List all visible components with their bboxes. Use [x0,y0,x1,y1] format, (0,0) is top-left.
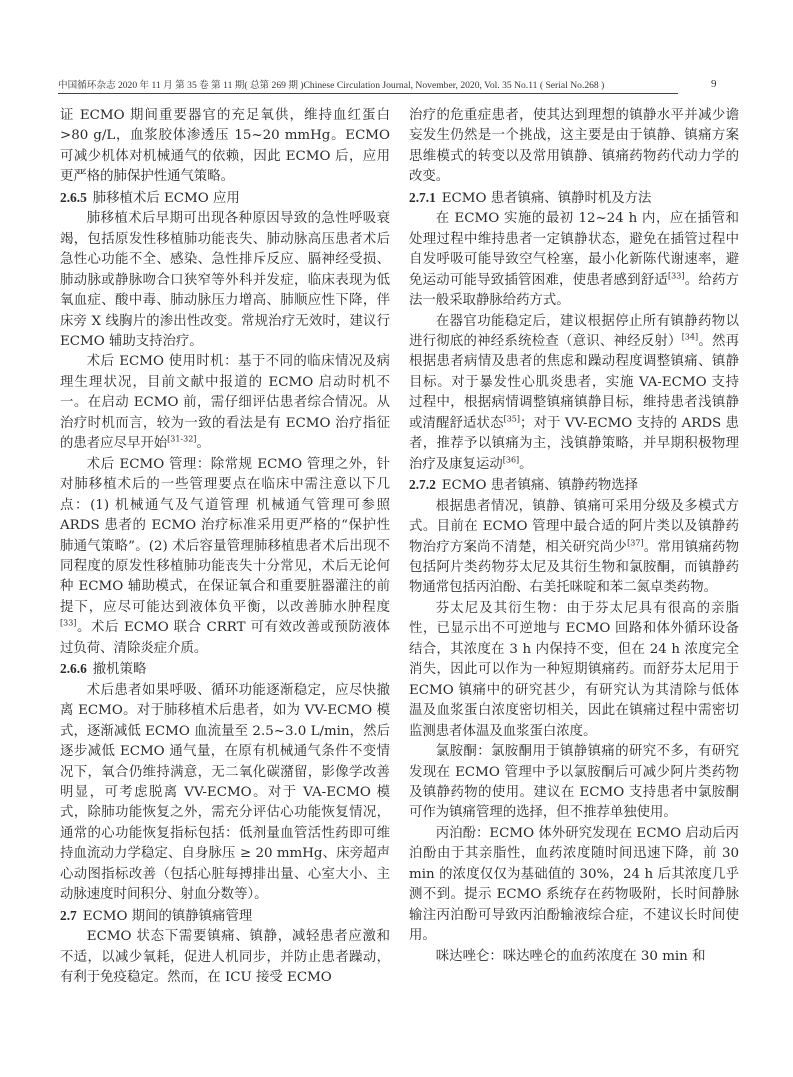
page-number: 9 [711,78,717,90]
citation-ref[interactable]: [31-32] [167,434,197,444]
paragraph: 术后患者如果呼吸、循环功能逐渐稳定，应尽快撤离 ECMO。对于肺移植术后患者，如为 VV-ECMO 模式，逐渐减低 ECMO 血流量至 2.5~3.0 L/min，然后逐步减低 ECMO 通气量，在原有机械通气条件不变情况下，氧合仍维持满意，无二氧化碳潴留，影像学改善明显，可考虑脱离 VV-ECMO。对于 VA-ECMO 模式，除肺功能恢复之外，需充分评估心功能恢复情况，通常的心功能恢复指标包括：低剂量血管活性药即可维持血流动力学稳定、自身脉压 ≥ 20 mmHg、床旁超声心动图指标改善（包括心脏每搏排出量、心室大小、主动脉速度时间积分、射血分数等）。 [60,682,390,903]
paragraph [409,209,739,311]
paragraph [409,497,739,599]
section-title: ECMO 期间的镇静镇痛管理 [82,908,253,924]
paragraph: 咪达唑仑：咪达唑仑的血药浓度在 30 min 和 [435,948,706,964]
section-heading-2-6-5 [60,188,390,209]
paragraph-text: 。常用镇痛药物包括阿片类药物芬太尼及其衍生物和氯胺酮，而镇静药物通常包括丙泊酚、右美托咪啶和苯二氮卓类药物。 [409,539,739,596]
paragraph: 芬太尼及其衍生物：由于芬太尼具有很高的亲脂性，已显示出不可逆地与 ECMO 回路和体外循环设备结合，其浓度在 3 h 内保持不变，但在 24 h 浓度完全消失，因此可以作为一种短期镇痛药。而舒芬太尼用于 ECMO 镇痛中的研究甚少，有研究认为其清除与低体温及血浆蛋白浓度密切相关，因此在镇痛过程中需密切监测患者体温及血浆蛋白浓度。 [409,600,739,739]
section-heading-2-7-1 [409,188,739,209]
paragraph-text: 根据患者情况，镇静、镇痛可采用分级及多模式方式。目前在 ECMO 管理中最合适的阿片类以及镇静药物治疗方案尚不清楚，相关研究尚少 [409,498,739,555]
citation-ref[interactable]: [34] [681,332,699,342]
section-heading-2-6-6 [60,659,390,680]
paragraph-text: 。给药方法一般采取静脉给药方式。 [409,272,740,309]
section-number: 2.6.6 [60,661,87,677]
paragraph: 证 ECMO 期间重要器官的充足氧供，维持血红蛋白 >80 g/L，血浆胶体渗透压 15~20 mmHg。ECMO 可减少机体对机械通气的依赖，因此 ECMO 后，应用更严格的肺保护性通气策略。 [60,108,390,185]
running-head: 中国循环杂志 2020 年 11 月 第 35 卷 第 11 期( 总第 269 期 )Chinese Circulation Journal, November, 2020, Vol. 35 No.11 ( Serial No.268 ) [58,80,678,94]
section-title: ECMO 患者镇痛、镇静药物选择 [441,478,639,494]
paragraph-text: 在器官功能稳定后，建议根据停止所有镇静药物以进行彻底的神经系统检查（意识、神经反射） [409,313,739,349]
citation-ref[interactable]: [36] [502,455,520,465]
section-number: 2.7.2 [409,477,436,493]
paragraph: 治疗的危重症患者，使其达到理想的镇静水平并减少谵妄发生仍然是一个挑战，这主要是由于镇静、镇痛方案思维模式的转变以及常用镇静、镇痛药物药代动力学的改变。 [409,108,739,185]
section-title: 肺移植术后 ECMO 应用 [92,190,240,206]
paragraph [60,455,390,660]
paragraph-text: 术后 ECMO 使用时机：基于不同的临床情况及病理生理状况，目前文献中报道的 ECMO 启动时机不一。在启动 ECMO 前，需仔细评估患者综合情况。从治疗时机而言，较为一致的看法是有 ECMO 治疗指征的患者应尽早开始 [60,354,390,452]
section-title: ECMO 患者镇痛、镇静时机及方法 [441,190,652,206]
right-column [409,106,739,967]
section-heading-2-7-2 [409,475,739,496]
paragraph-text: 。 [196,436,210,452]
paragraph: 丙泊酚：ECMO 体外研究发现在 ECMO 启动后丙泊酚由于其亲脂性，血药浓度随时间迅速下降，前 30 min 的浓度仅仅为基础值的 30%，24 h 后其浓度几乎测不到。提示 ECMO 系统存在药物吸附，长时间静脉输注丙泊酚可导致丙泊酚输液综合症，不建议长时间使用。 [409,825,739,944]
section-title: 撤机策略 [92,662,147,678]
paragraph: ECMO 状态下需要镇痛、镇静，减轻患者应激和不适，以减少氧耗，促进人机同步，并防止患者躁动，有利于免疫稳定。然而，在 ICU 接受 ECMO [60,929,390,986]
section-number: 2.6.5 [60,189,87,205]
section-number: 2.7.1 [409,189,436,205]
section-heading-2-7 [60,906,390,927]
citation-ref[interactable]: [33] [60,618,77,628]
paragraph: 氯胺酮：氯胺酮用于镇静镇痛的研究不多，有研究发现在 ECMO 管理中予以氯胺酮后可减少阿片类药物及镇静药物的使用。建议在 ECMO 支持患者中氯胺酮可作为镇痛管理的选择，但不推荐单独使用。 [409,744,739,821]
citation-ref[interactable]: [33] [668,271,685,281]
paragraph [409,312,739,476]
paragraph-text: ；对于 VV-ECMO 支持的 ARDS 患者，推荐予以镇痛为主，浅镇静策略，并早期积极物理治疗及康复运动 [409,415,739,472]
paragraph-text: 术后 ECMO 管理：除常规 ECMO 管理之外，针对肺移植术后的一些管理要点在临床中需注意以下几点：(1) 机械通气及气道管理 机械通气管理可参照 ARDS 患者的 ECMO 治疗标准采用更严格的“保护性肺通气策略”。(2) 术后容量管理肺移植患者术后出现不同程度的原发性移植肺功能丧失十分常见，术后无论何种 ECMO 辅助模式，在保证氧合和重要脏器灌注的前提下，应尽可能达到液体负平衡，以改善肺水肿程度 [60,456,390,615]
left-column [60,106,390,988]
paragraph-text: 。术后 ECMO 联合 CRRT 可有效改善或预防液体过负荷、清除炎症介质。 [60,620,390,656]
paragraph-text: 。然再根据患者病情及患者的焦虑和躁动程度调整镇痛、镇静目标。对于暴发性心肌炎患者，实施 VA-ECMO 支持过程中，根据病情调整镇痛镇静目标，维持患者浅镇静或清醒舒适状态 [409,333,740,431]
paragraph: 肺移植术后早期可出现各种原因导致的急性呼吸衰竭，包括原发性移植肺功能丧失、肺动脉高压患者术后急性心功能不全、感染、急性排斥反应、膈神经受损、肺动脉或静脉吻合口狭窄等外科并发症，临床表现为低氧血症、酸中毒、肺动脉压力增高、肺顺应性下降，伴床旁 X 线胸片的渗出性改变。常规治疗无效时，建议行 ECMO 辅助支持治疗。 [60,211,390,349]
paragraph-text: 在 ECMO 实施的最初 12~24 h 内，应在插管和处理过程中维持患者一定镇静状态，避免在插管过程中自发呼吸可能导致空气栓塞，最小化新陈代谢速率，避免运动可能导致插管困难，使患者感到舒适 [409,211,739,288]
citation-ref[interactable]: [37] [627,538,644,548]
citation-ref[interactable]: [35] [503,414,521,424]
section-number: 2.7 [60,907,77,923]
paragraph [60,352,390,454]
paragraph-text: 。 [519,456,533,472]
